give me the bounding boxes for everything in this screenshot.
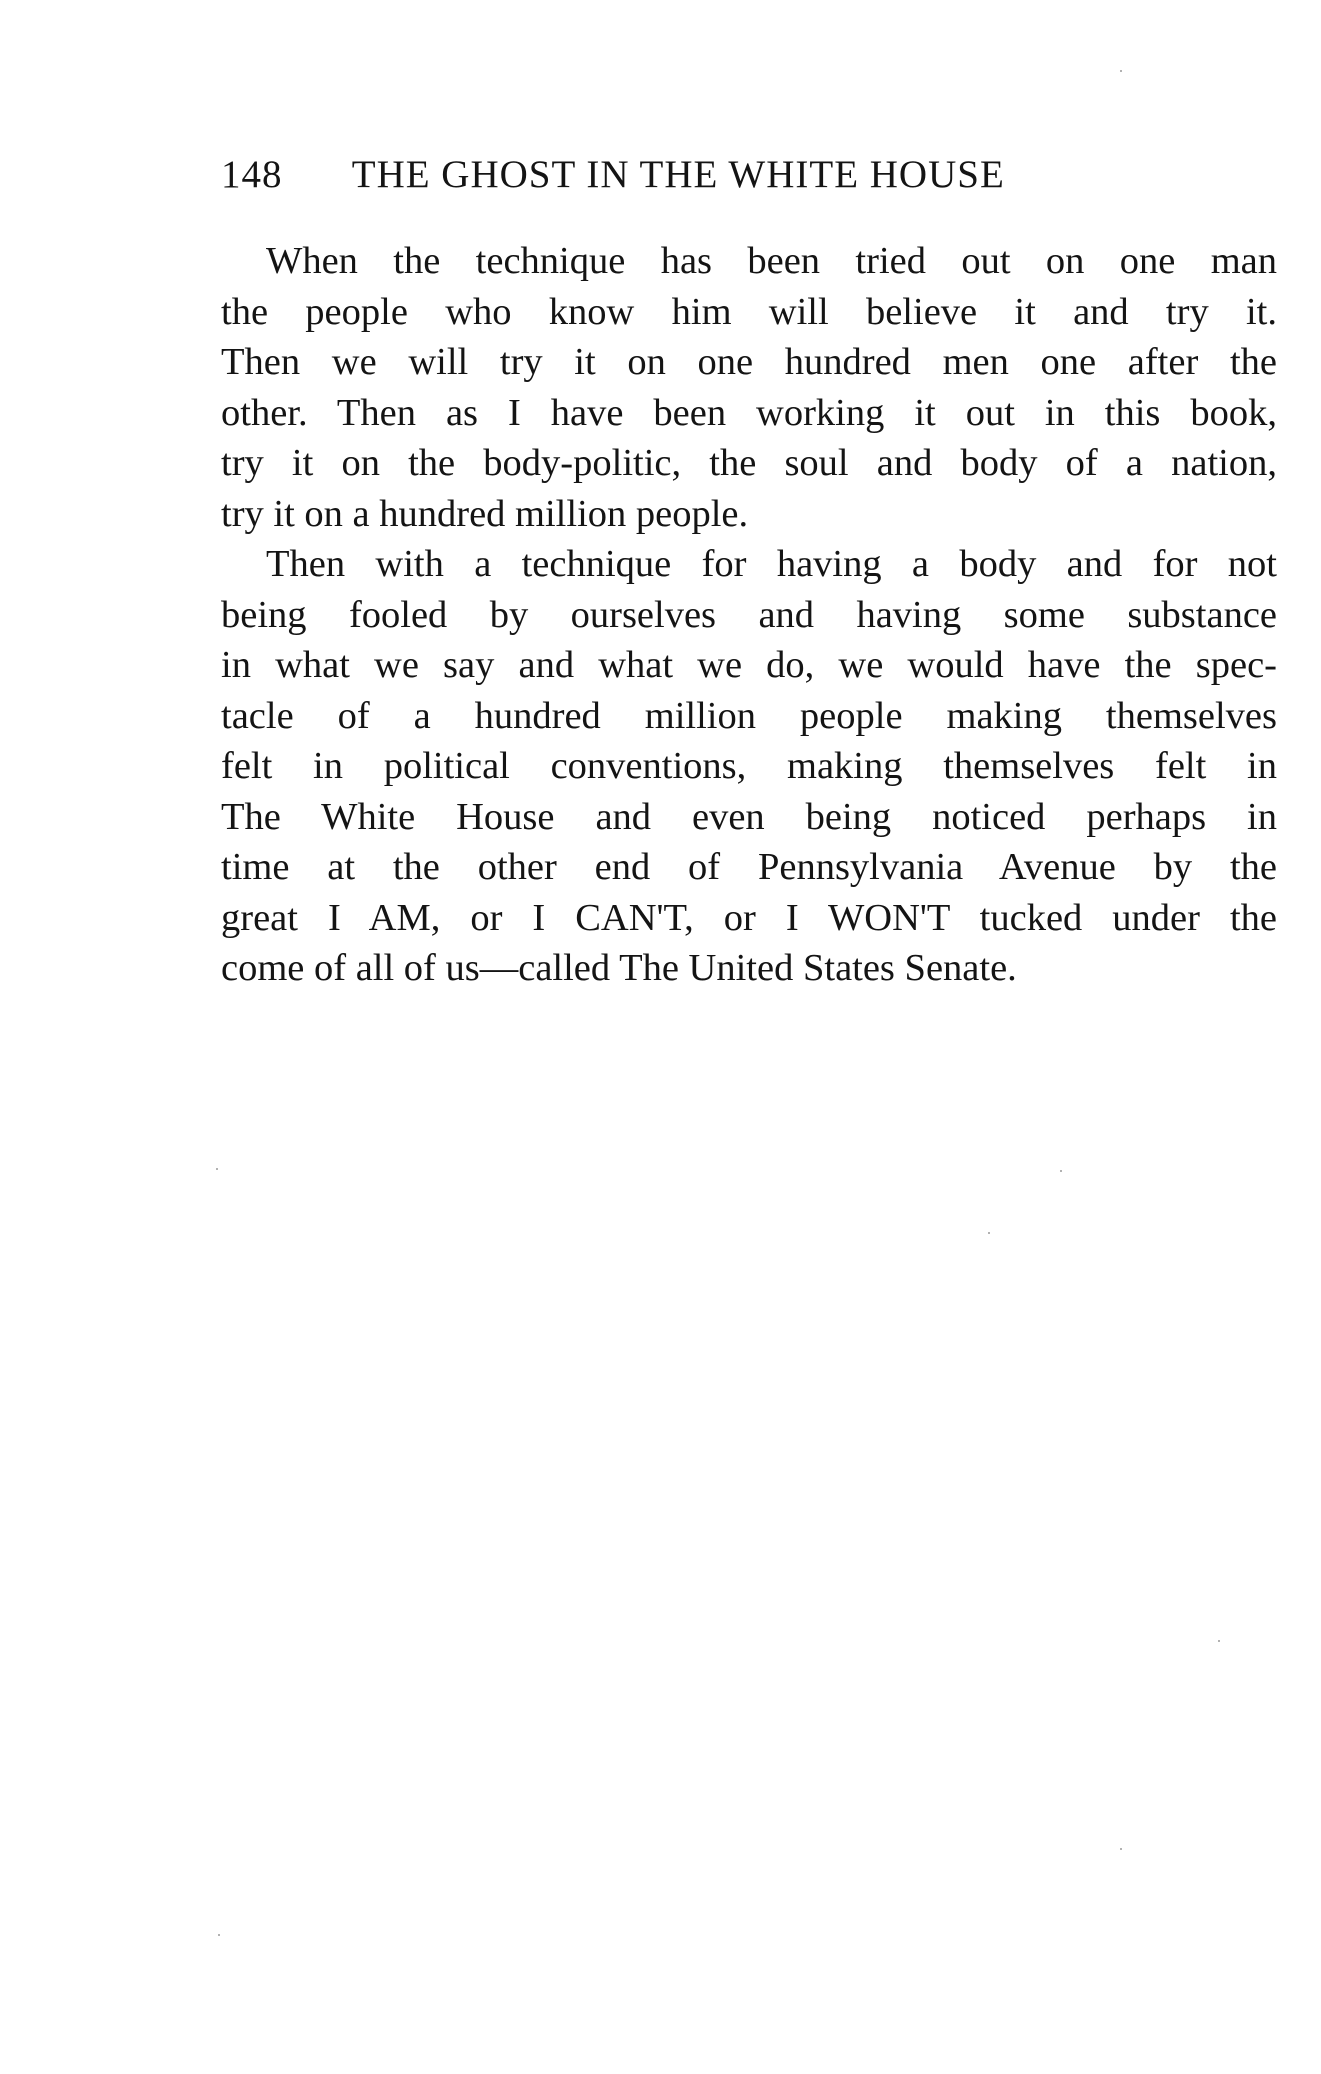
text-line: Then with a technique for having a body and for not bbox=[266, 543, 1277, 585]
running-title: THE GHOST IN THE WHITE HOUSE bbox=[351, 153, 1005, 196]
text-line: The White House and even being noticed perhaps in bbox=[221, 795, 1277, 838]
text-line: come of all of us—called The United States Senate. bbox=[221, 947, 1017, 989]
text-line: felt in political conventions, making themselves felt in bbox=[221, 745, 1277, 787]
text-line: try it on the body-politic, the soul and body of a nation, bbox=[221, 442, 1277, 484]
text-line: in what we say and what we do, we would have the spec- bbox=[221, 644, 1277, 686]
scan-speck bbox=[1120, 1848, 1122, 1850]
text-line: Then we will try it on one hundred men one after the bbox=[221, 341, 1277, 383]
text-line: the people who know him will believe it and try it. bbox=[221, 290, 1277, 333]
text-line: being fooled by ourselves and having some substance bbox=[221, 593, 1277, 636]
text-line: great I AM, or I CAN'T, or I WON'T tucked under the bbox=[221, 896, 1277, 939]
body-text bbox=[221, 236, 1277, 994]
text-line: try it on a hundred million people. bbox=[221, 492, 749, 535]
scan-speck bbox=[1060, 1170, 1062, 1172]
scan-speck bbox=[988, 1232, 990, 1234]
paragraph bbox=[221, 236, 1277, 539]
page-number: 148 bbox=[221, 153, 283, 196]
text-line: other. Then as I have been working it out in this book, bbox=[221, 391, 1277, 434]
scan-speck bbox=[1120, 70, 1122, 72]
text-line: When the technique has been tried out on one man bbox=[266, 240, 1277, 282]
paragraph bbox=[221, 539, 1277, 994]
text-line: time at the other end of Pennsylvania Avenue by the bbox=[221, 846, 1277, 888]
scan-speck bbox=[218, 1934, 220, 1936]
scan-speck bbox=[1218, 1640, 1220, 1642]
page-header bbox=[221, 150, 1221, 200]
scan-speck bbox=[216, 1168, 218, 1170]
text-line: tacle of a hundred million people making themselves bbox=[221, 694, 1277, 737]
